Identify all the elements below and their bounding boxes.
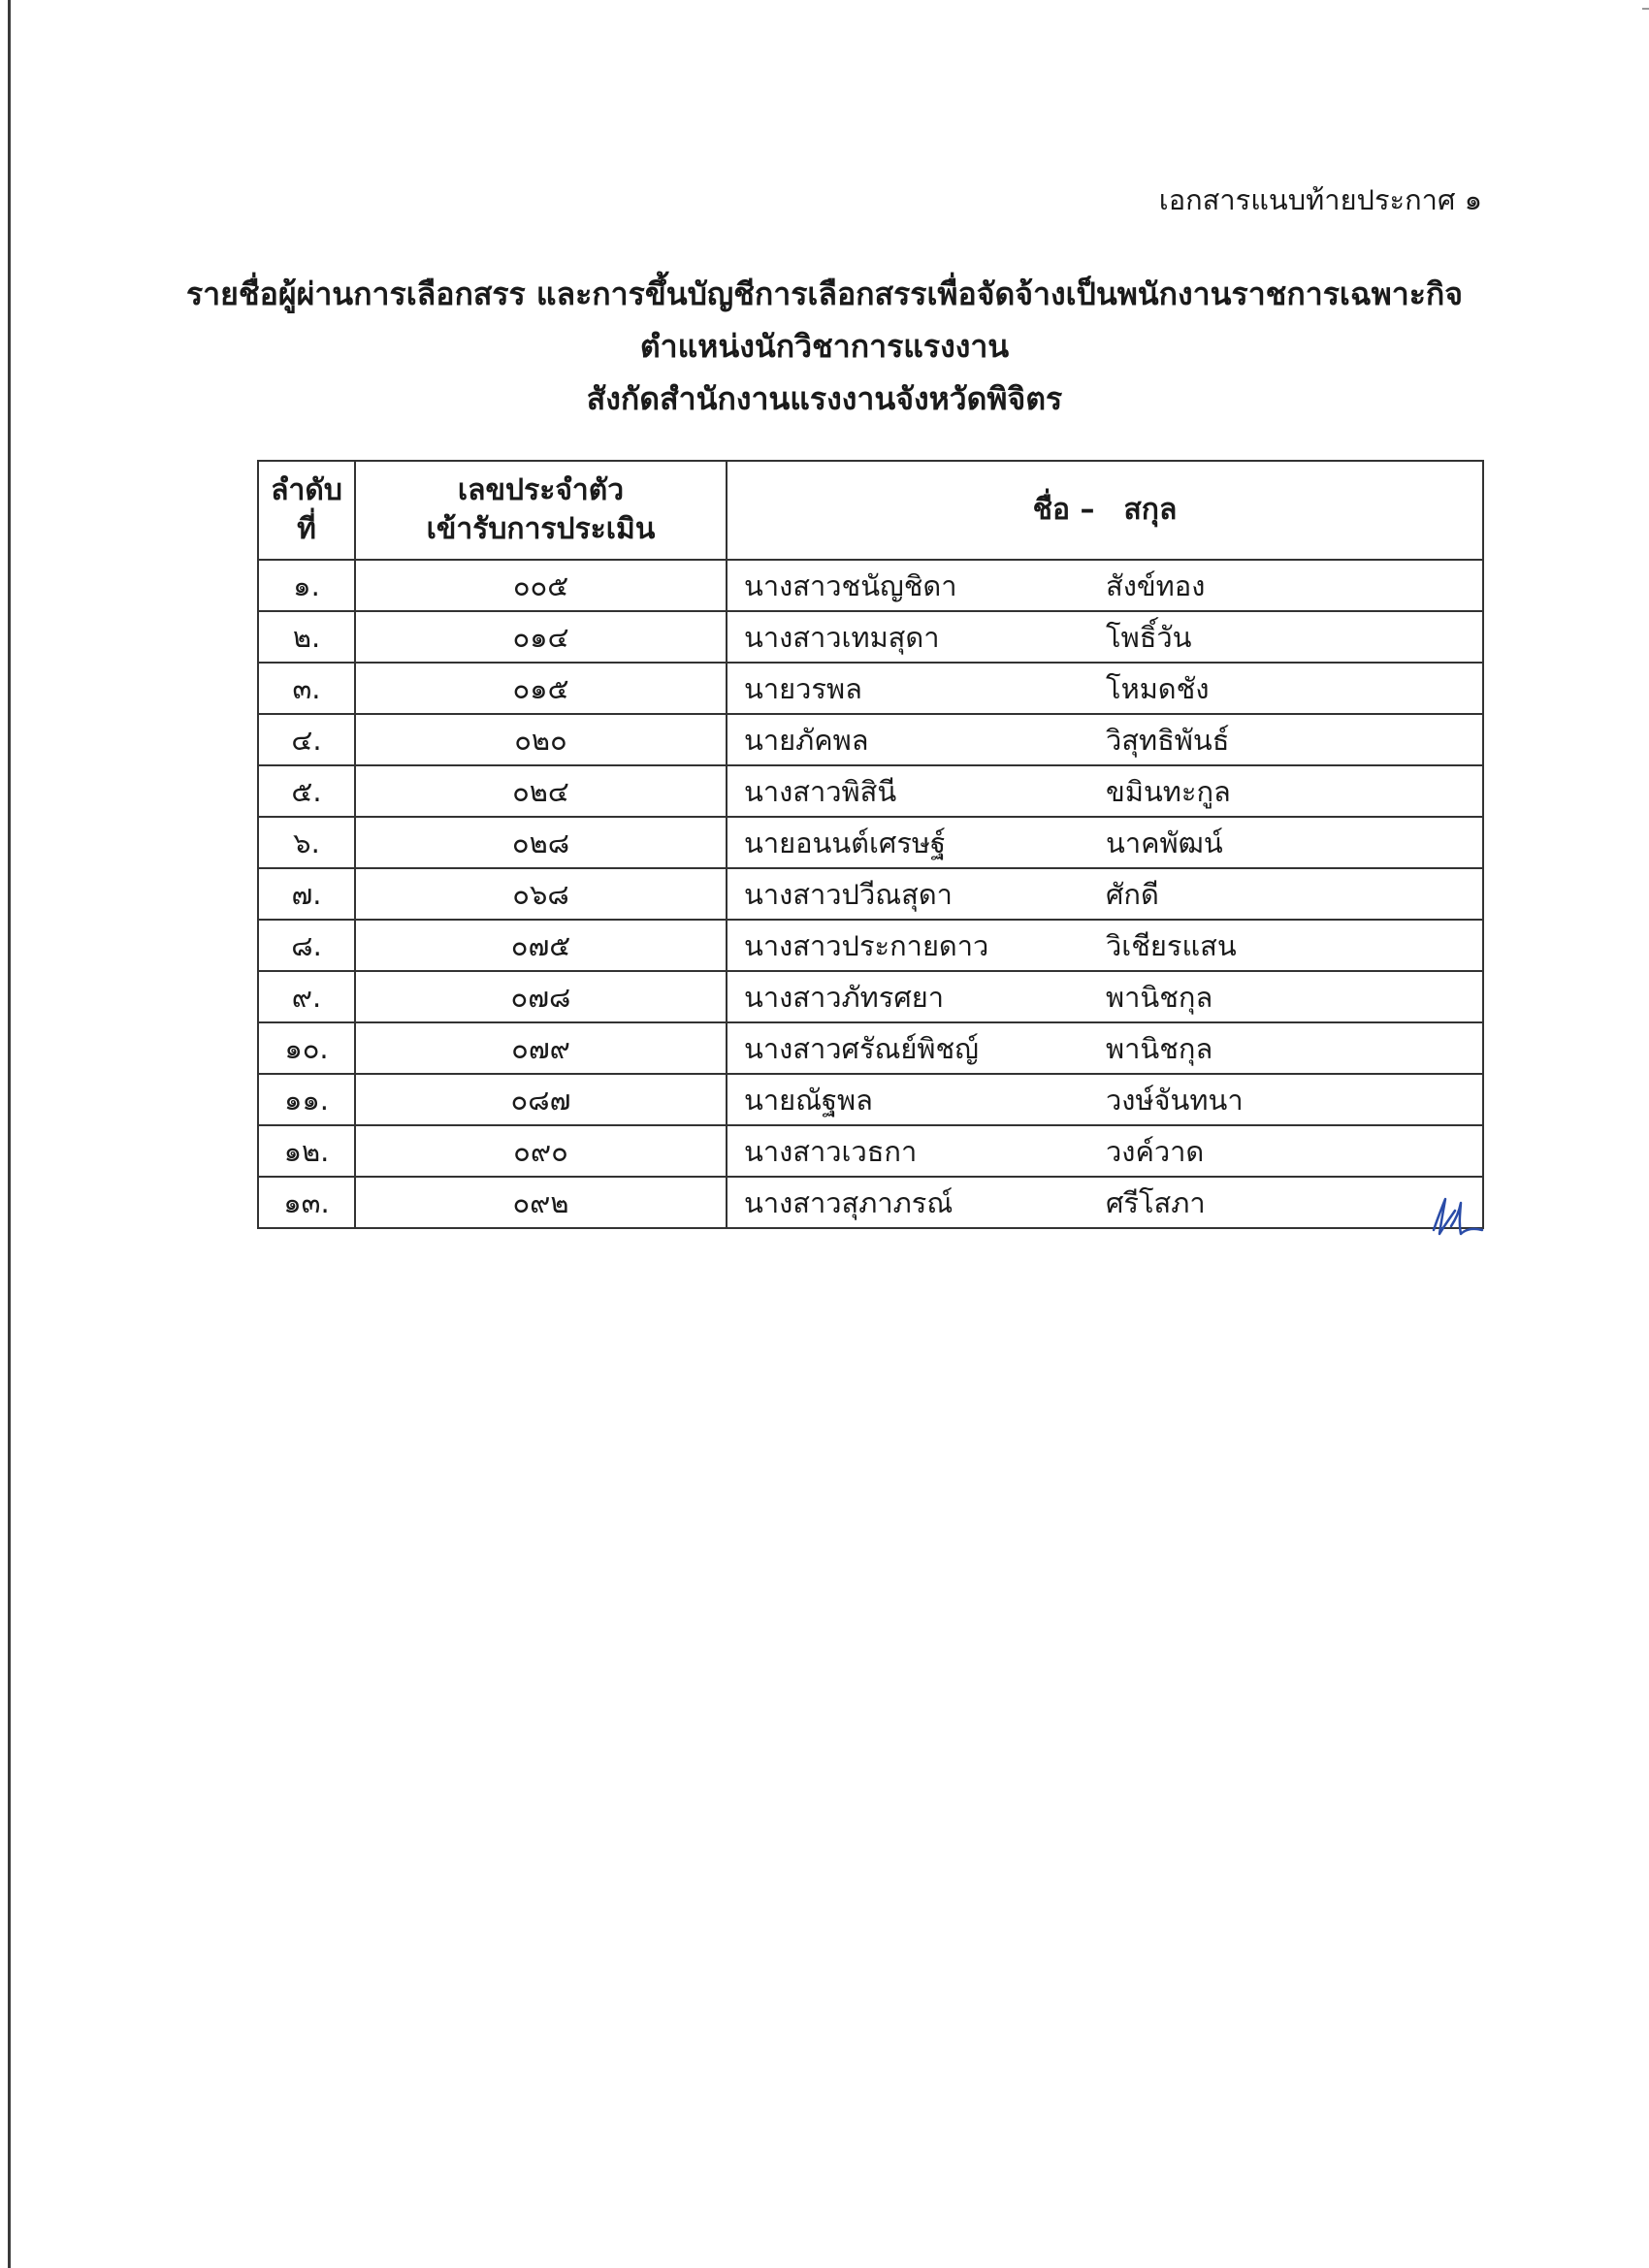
cell-first-name: นางสาวชนัญชิดา xyxy=(744,568,957,602)
handwritten-initials-icon xyxy=(1428,1191,1486,1242)
document-title: รายชื่อผู้ผ่านการเลือกสรร และการขึ้นบัญชีการเลือกสรรเพื่อจัดจ้างเป็นพนักงานราชการเฉพาะกิจ xyxy=(185,275,1464,312)
cell-last-name: วงค์วาด xyxy=(1106,1134,1205,1168)
table-row xyxy=(258,1022,1483,1074)
cell-first-name: นายอนนต์เศรษฐ์ xyxy=(744,826,947,859)
candidate-table xyxy=(257,460,1484,1229)
cell-last-name: โพธิ์วัน xyxy=(1106,620,1192,654)
cell-seq: ๓. xyxy=(258,663,355,714)
office-title: สังกัดสำนักงานแรงงานจังหวัดพิจิตร xyxy=(586,380,1063,417)
cell-seq: ๑๐. xyxy=(258,1022,355,1074)
cell-name xyxy=(727,1074,1483,1125)
cell-name xyxy=(727,817,1483,868)
header-name-first: ชื่อ – xyxy=(1032,492,1095,527)
cell-last-name: วิสุทธิพันธ์ xyxy=(1106,723,1230,757)
cell-id: ๐๒๐ xyxy=(355,714,727,765)
cell-seq: ๗. xyxy=(258,868,355,920)
header-seq xyxy=(258,461,355,560)
cell-first-name: นางสาวประกายดาว xyxy=(744,928,989,962)
cell-last-name: วงษ์จันทนา xyxy=(1106,1083,1244,1117)
cell-name xyxy=(727,1177,1483,1228)
table-header-row xyxy=(258,461,1483,560)
cell-last-name: พานิชกุล xyxy=(1106,980,1213,1014)
cell-seq: ๑๓. xyxy=(258,1177,355,1228)
table-row xyxy=(258,868,1483,920)
cell-id: ๐๒๔ xyxy=(355,765,727,817)
cell-seq: ๙. xyxy=(258,971,355,1022)
table-row xyxy=(258,920,1483,971)
cell-first-name: นางสาวพิสินี xyxy=(744,774,897,808)
cell-id: ๐๒๘ xyxy=(355,817,727,868)
cell-id: ๐๘๗ xyxy=(355,1074,727,1125)
cell-name xyxy=(727,971,1483,1022)
cell-id: ๐๙๒ xyxy=(355,1177,727,1228)
cell-first-name: นายวรพล xyxy=(744,671,862,705)
cell-first-name: นางสาวศรัณย์พิชญ์ xyxy=(744,1031,979,1065)
table-row xyxy=(258,971,1483,1022)
cell-id: ๐๗๙ xyxy=(355,1022,727,1074)
cell-id: ๐๑๔ xyxy=(355,611,727,663)
scan-edge-mark xyxy=(1642,8,1649,10)
header-id-line1: เลขประจำตัว xyxy=(457,472,625,507)
cell-seq: ๕. xyxy=(258,765,355,817)
cell-last-name: วิเชียรแสน xyxy=(1106,928,1237,962)
cell-name xyxy=(727,560,1483,611)
cell-id: ๐๖๘ xyxy=(355,868,727,920)
cell-first-name: นางสาวภัทรศยา xyxy=(744,980,945,1014)
cell-id: ๐๙๐ xyxy=(355,1125,727,1177)
table-row xyxy=(258,765,1483,817)
cell-last-name: ศักดี xyxy=(1106,877,1159,911)
cell-id: ๐๗๘ xyxy=(355,971,727,1022)
cell-first-name: นายภัคพล xyxy=(744,723,869,757)
position-title: ตำแหน่งนักวิชาการแรงงาน xyxy=(639,328,1010,365)
cell-name xyxy=(727,868,1483,920)
header-id xyxy=(355,461,727,560)
cell-first-name: นางสาวปวีณสุดา xyxy=(744,877,953,911)
cell-id: ๐๑๕ xyxy=(355,663,727,714)
cell-name xyxy=(727,1022,1483,1074)
cell-seq: ๒. xyxy=(258,611,355,663)
cell-seq: ๘. xyxy=(258,920,355,971)
cell-seq: ๔. xyxy=(258,714,355,765)
cell-seq: ๑. xyxy=(258,560,355,611)
cell-last-name: พานิชกุล xyxy=(1106,1031,1213,1065)
document-reference: เอกสารแนบท้ายประกาศ ๑ xyxy=(1158,183,1482,216)
cell-seq: ๖. xyxy=(258,817,355,868)
cell-name xyxy=(727,714,1483,765)
cell-seq: ๑๑. xyxy=(258,1074,355,1125)
cell-seq: ๑๒. xyxy=(258,1125,355,1177)
cell-first-name: นายณัฐพล xyxy=(744,1083,873,1117)
table-row xyxy=(258,1125,1483,1177)
cell-last-name: โหมดชัง xyxy=(1106,671,1210,705)
cell-last-name: สังข์ทอง xyxy=(1106,568,1206,602)
header-name xyxy=(727,461,1483,560)
table-row xyxy=(258,663,1483,714)
header-seq-line1: ลำดับ xyxy=(271,472,342,507)
header-id-line2: เข้ารับการประเมิน xyxy=(426,512,656,546)
cell-name xyxy=(727,920,1483,971)
cell-name xyxy=(727,663,1483,714)
table-row xyxy=(258,1177,1483,1228)
cell-last-name: ขมินทะกูล xyxy=(1106,774,1231,808)
table-row xyxy=(258,560,1483,611)
header-seq-line2: ที่ xyxy=(297,512,316,546)
table-row xyxy=(258,714,1483,765)
cell-name xyxy=(727,765,1483,817)
table-row xyxy=(258,611,1483,663)
cell-last-name: นาคพัฒน์ xyxy=(1106,826,1223,859)
cell-first-name: นางสาวสุภาภรณ์ xyxy=(744,1185,954,1219)
table-row xyxy=(258,1074,1483,1125)
cell-id: ๐๗๕ xyxy=(355,920,727,971)
table-body xyxy=(258,560,1483,1228)
cell-last-name: ศรีโสภา xyxy=(1106,1185,1206,1219)
cell-id: ๐๐๕ xyxy=(355,560,727,611)
cell-first-name: นางสาวเวธกา xyxy=(744,1134,918,1168)
cell-name xyxy=(727,611,1483,663)
cell-name xyxy=(727,1125,1483,1177)
cell-first-name: นางสาวเทมสุดา xyxy=(744,620,940,654)
header-name-last: สกุล xyxy=(1123,492,1178,527)
table-row xyxy=(258,817,1483,868)
